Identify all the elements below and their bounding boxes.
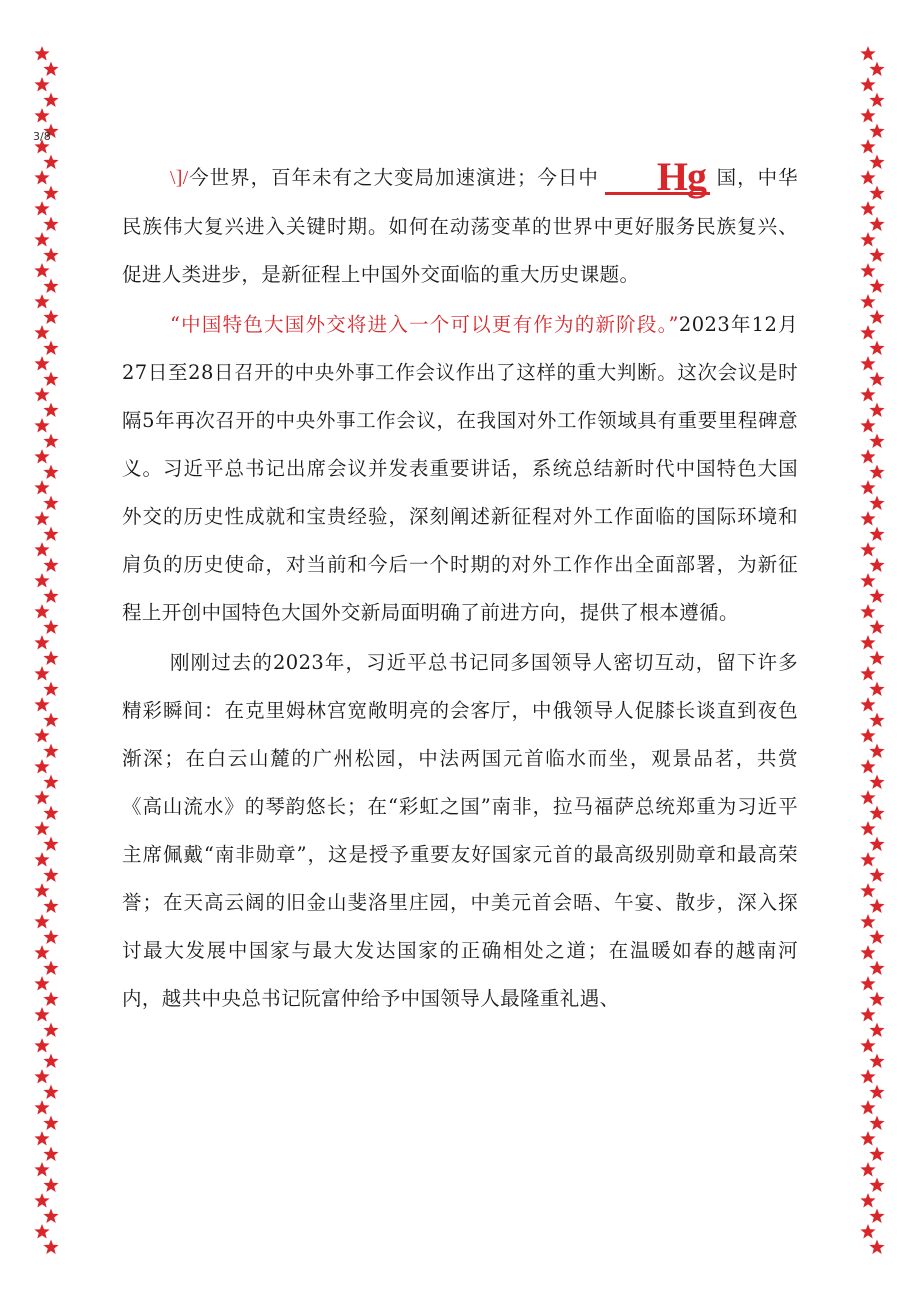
border-star — [869, 620, 884, 634]
border-star — [869, 1085, 884, 1099]
paragraph-2 — [122, 301, 798, 637]
border-star — [34, 1007, 49, 1021]
border-star — [34, 232, 49, 246]
border-star — [860, 883, 875, 897]
border-star — [860, 139, 875, 153]
border-star — [860, 418, 875, 432]
border-star — [860, 914, 875, 928]
paragraph-3 — [122, 639, 798, 1023]
border-star — [34, 46, 49, 60]
border-star — [869, 1023, 884, 1037]
border-star — [43, 62, 58, 76]
border-star — [43, 682, 58, 696]
border-star — [43, 1023, 58, 1037]
border-star — [34, 883, 49, 897]
border-star — [43, 434, 58, 448]
border-star — [860, 480, 875, 494]
border-star — [869, 372, 884, 386]
border-star — [869, 558, 884, 572]
border-star — [869, 1209, 884, 1223]
border-star — [34, 635, 49, 649]
border-star — [869, 744, 884, 758]
border-star — [43, 713, 58, 727]
border-star — [43, 527, 58, 541]
star-border-svg — [860, 46, 886, 1256]
border-star — [869, 434, 884, 448]
border-star — [43, 1054, 58, 1068]
border-star — [869, 527, 884, 541]
border-star — [34, 201, 49, 215]
border-star — [34, 728, 49, 742]
border-star — [43, 1085, 58, 1099]
border-star — [860, 387, 875, 401]
border-star — [34, 77, 49, 91]
border-star — [860, 170, 875, 184]
border-star — [43, 1240, 58, 1254]
border-star — [869, 310, 884, 324]
border-star — [869, 62, 884, 76]
border-star — [43, 620, 58, 634]
border-star — [34, 1162, 49, 1176]
border-star — [860, 542, 875, 556]
border-star — [860, 46, 875, 60]
border-star — [869, 992, 884, 1006]
border-star — [869, 806, 884, 820]
border-star — [43, 837, 58, 851]
border-star — [34, 418, 49, 432]
border-star — [869, 186, 884, 200]
border-star — [43, 1116, 58, 1130]
border-star — [869, 961, 884, 975]
border-star — [43, 465, 58, 479]
left-star-border — [34, 46, 60, 1256]
border-star — [34, 325, 49, 339]
document-body — [122, 154, 798, 1023]
border-star — [860, 790, 875, 804]
border-star — [860, 945, 875, 959]
border-star — [43, 775, 58, 789]
border-star — [860, 852, 875, 866]
right-star-border — [860, 46, 886, 1256]
border-star — [34, 108, 49, 122]
border-star — [43, 806, 58, 820]
border-star — [860, 201, 875, 215]
border-star — [869, 589, 884, 603]
star-border-svg — [34, 46, 60, 1256]
border-star — [869, 713, 884, 727]
border-star — [43, 589, 58, 603]
border-star — [43, 651, 58, 665]
border-star — [869, 124, 884, 138]
border-star — [34, 976, 49, 990]
border-star — [860, 1193, 875, 1207]
paragraph-1-text-a: 今世界，百年未有之大变局加速演进；今日中 — [188, 166, 599, 189]
border-star — [860, 108, 875, 122]
border-star — [860, 697, 875, 711]
page-marker: 3/8 — [33, 130, 51, 143]
border-star — [34, 790, 49, 804]
border-star — [860, 1100, 875, 1114]
border-star — [43, 899, 58, 913]
border-star — [860, 77, 875, 91]
border-star — [860, 356, 875, 370]
border-star — [860, 1038, 875, 1052]
border-star — [869, 217, 884, 231]
border-star — [34, 294, 49, 308]
border-star — [869, 465, 884, 479]
border-star — [869, 1116, 884, 1130]
border-star — [869, 899, 884, 913]
border-star — [860, 294, 875, 308]
border-star — [869, 1054, 884, 1068]
border-star — [860, 604, 875, 618]
border-star — [34, 852, 49, 866]
border-star — [860, 1131, 875, 1145]
border-star — [43, 372, 58, 386]
border-star — [34, 1193, 49, 1207]
border-star — [34, 511, 49, 525]
border-star — [43, 1178, 58, 1192]
border-star — [34, 1224, 49, 1238]
border-star — [34, 945, 49, 959]
border-star — [43, 1209, 58, 1223]
paragraph-2-text: 2023年12月27日至28日召开的中央外事工作会议作出了这样的重大判断。这次会议是时隔5年再次召开的中央外事工作会议，在我国对外工作领域具有重要里程碑意义。习近平总书记出席会议并发表重要讲话，系统总结新时代中国特色大国外交的历史性成就和宝贵经验，深刻阐述新征程对外工作面临的国际环境和肩负的历史使命，对当前和今后一个时期的对外工作作出全面部署，为新征程上开创中国特色大国外交新局面明确了前进方向，提供了根本遵循。 — [122, 313, 799, 624]
border-star — [860, 1162, 875, 1176]
border-star — [860, 666, 875, 680]
border-star — [43, 217, 58, 231]
border-star — [43, 186, 58, 200]
border-star — [34, 914, 49, 928]
border-star — [869, 341, 884, 355]
border-star — [860, 325, 875, 339]
border-star — [43, 248, 58, 262]
border-star — [43, 1147, 58, 1161]
border-star — [869, 651, 884, 665]
border-star — [34, 759, 49, 773]
border-star — [860, 976, 875, 990]
border-star — [34, 1100, 49, 1114]
border-star — [34, 387, 49, 401]
border-star — [860, 573, 875, 587]
border-star — [43, 558, 58, 572]
border-star — [43, 279, 58, 293]
border-star — [43, 341, 58, 355]
border-star — [869, 1240, 884, 1254]
border-star — [34, 1038, 49, 1052]
border-star — [860, 232, 875, 246]
border-star — [869, 775, 884, 789]
garbled-prefix: \]/ — [170, 168, 189, 189]
border-star — [34, 1131, 49, 1145]
border-star — [34, 573, 49, 587]
border-star — [43, 744, 58, 758]
red-quote: “中国特色大国外交将进入一个可以更有作为的新阶段。” — [170, 313, 679, 336]
border-star — [869, 682, 884, 696]
border-star — [43, 930, 58, 944]
border-star — [860, 728, 875, 742]
border-star — [34, 542, 49, 556]
border-star — [860, 1224, 875, 1238]
border-star — [34, 480, 49, 494]
border-star — [869, 930, 884, 944]
paragraph-1 — [122, 154, 798, 299]
border-star — [43, 992, 58, 1006]
border-star — [43, 961, 58, 975]
hg-overprint-mark: Hg — [605, 162, 710, 195]
border-star — [869, 496, 884, 510]
border-star — [34, 170, 49, 184]
border-star — [43, 93, 58, 107]
border-star — [43, 496, 58, 510]
border-star — [34, 263, 49, 277]
border-star — [869, 837, 884, 851]
border-star — [860, 1007, 875, 1021]
border-star — [860, 263, 875, 277]
border-star — [34, 1069, 49, 1083]
paragraph-1-text-b: 国，中华民族伟大复兴进入关键时期。如何在动荡变革的世界中更好服务民族复兴、促进人类进步，是新征程上中国外交面临的重大历史课题。 — [122, 166, 798, 286]
border-star — [34, 449, 49, 463]
border-star — [34, 604, 49, 618]
border-star — [869, 868, 884, 882]
border-star — [869, 1147, 884, 1161]
border-star — [860, 821, 875, 835]
border-star — [43, 310, 58, 324]
border-star — [34, 666, 49, 680]
border-star — [869, 248, 884, 262]
border-star — [869, 279, 884, 293]
border-star — [860, 511, 875, 525]
border-star — [43, 155, 58, 169]
border-star — [860, 635, 875, 649]
paragraph-3-text: 刚刚过去的2023年，习近平总书记同多国领导人密切互动，留下许多精彩瞬间：在克里姆林宫宽敞明亮的会客厅，中俄领导人促膝长谈直到夜色渐深；在白云山麓的广州松园，中法两国元首临水而坐，观景品茗，共赏《高山流水》的琴韵悠长；在“彩虹之国”南非，拉马福萨总统郑重为习近平主席佩戴“南非勋章”，这是授予重要友好国家元首的最高级别勋章和最高荣誉；在天高云阔的旧金山斐洛里庄园，中美元首会晤、午宴、散步，深入探讨最大发展中国家与最大发达国家的正确相处之道；在温暖如春的越南河内，越共中央总书记阮富仲给予中国领导人最隆重礼遇、 — [122, 651, 798, 1010]
border-star — [34, 356, 49, 370]
border-star — [43, 403, 58, 417]
border-star — [860, 449, 875, 463]
border-star — [43, 868, 58, 882]
border-star — [34, 821, 49, 835]
border-star — [869, 403, 884, 417]
border-star — [34, 697, 49, 711]
border-star — [869, 93, 884, 107]
border-star — [860, 759, 875, 773]
border-star — [869, 1178, 884, 1192]
border-star — [860, 1069, 875, 1083]
border-star — [869, 155, 884, 169]
